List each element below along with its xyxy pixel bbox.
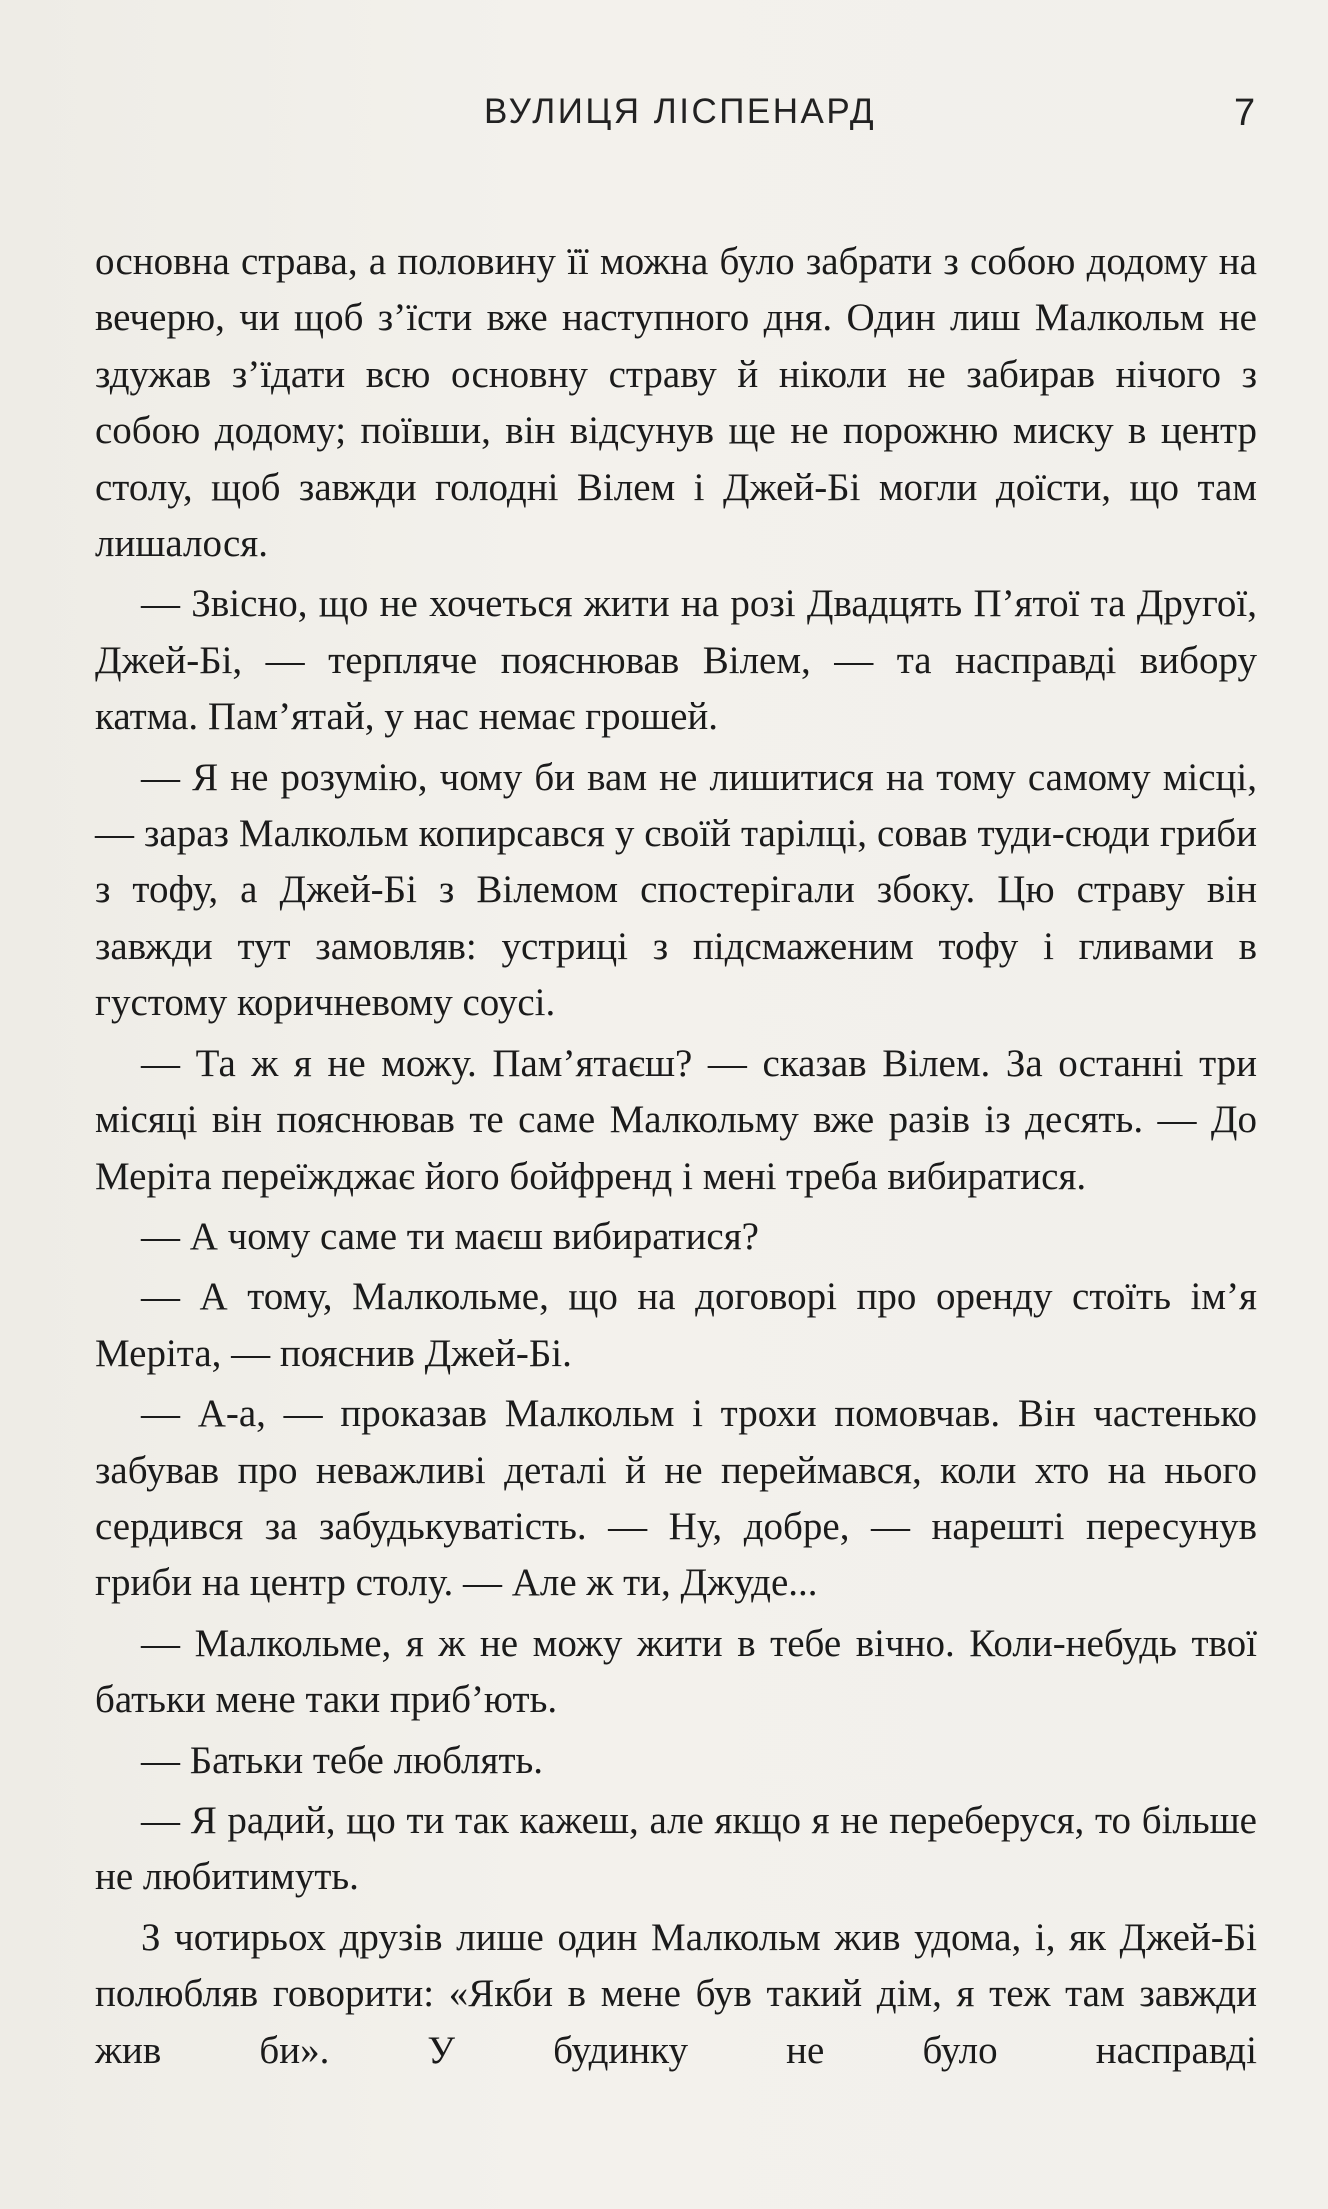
running-head bbox=[0, 92, 1328, 142]
paragraph: — А чому саме ти маєш вибиратися? bbox=[141, 1214, 759, 1258]
paragraph: — Звісно, що не хочеться жити на розі Двадцять П’ятої та Другої, Джей-Бі, — терпляче пояснював Вілем, — та насправді вибору катма. Пам’ятай, у нас немає грошей. bbox=[95, 582, 1257, 739]
page-number: 7 bbox=[1234, 92, 1256, 134]
paragraph: — Та ж я не можу. Пам’ятаєш? — сказав Вілем. За останні три місяці він пояснював те саме Малкольму вже разів із десять. — До Меріта переїжджає його бойфренд і мені треба вибиратися. bbox=[95, 1041, 1257, 1198]
paragraph: — Батьки тебе люблять. bbox=[141, 1738, 544, 1782]
paragraph: — Я не розумію, чому би вам не лишитися на тому самому місці, — зараз Малкольм копирсався у своїй тарілці, совав туди-сюди гриби з тофу, а Джей-Бі з Вілемом спостерігали збоку. Цю страву він завжди тут замовляв: устриці з підсмаженим тофу і гливами в густому коричневому соусі. bbox=[95, 755, 1257, 1025]
paragraph: — Я радий, що ти так кажеш, але якщо я не переберуся, то більше не любитимуть. bbox=[95, 1798, 1257, 1899]
running-title: ВУЛИЦЯ ЛІСПЕНАРД bbox=[484, 92, 877, 131]
paragraph: основна страва, а половину її можна було забрати з собою додому на вечерю, чи щоб з’їсти вже наступного дня. Один лиш Малкольм не здужав з’їдати всю основну страву й ніколи не забирав нічого з собою додому; поївши, він відсунув ще не порожню миску в центр столу, щоб завжди голодні Вілем і Джей-Бі могли доїсти, що там лишалося. bbox=[95, 240, 1257, 566]
paragraph: — А-а, — проказав Малкольм і трохи помовчав. Він частенько забував про неважливі деталі й не переймався, коли хто на нього сердився за забудькуватість. — Ну, добре, — нарешті пересунув гриби на центр столу. — Але ж ти, Джуде... bbox=[95, 1392, 1257, 1605]
paragraph: З чотирьох друзів лише один Малкольм жив удома, і, як Джей-Бі полюбляв говорити: «Якби в мене був такий дім, я теж там завжди жив би». У будинку не було насправді bbox=[95, 1915, 1257, 2072]
paragraph: — Малкольме, я ж не можу жити в тебе вічно. Коли-небудь твої батьки мене таки приб’ють. bbox=[95, 1621, 1257, 1722]
body-text bbox=[95, 234, 1257, 2083]
paragraph: — А тому, Малкольме, що на договорі про оренду стоїть ім’я Меріта, — пояснив Джей-Бі. bbox=[95, 1275, 1257, 1375]
